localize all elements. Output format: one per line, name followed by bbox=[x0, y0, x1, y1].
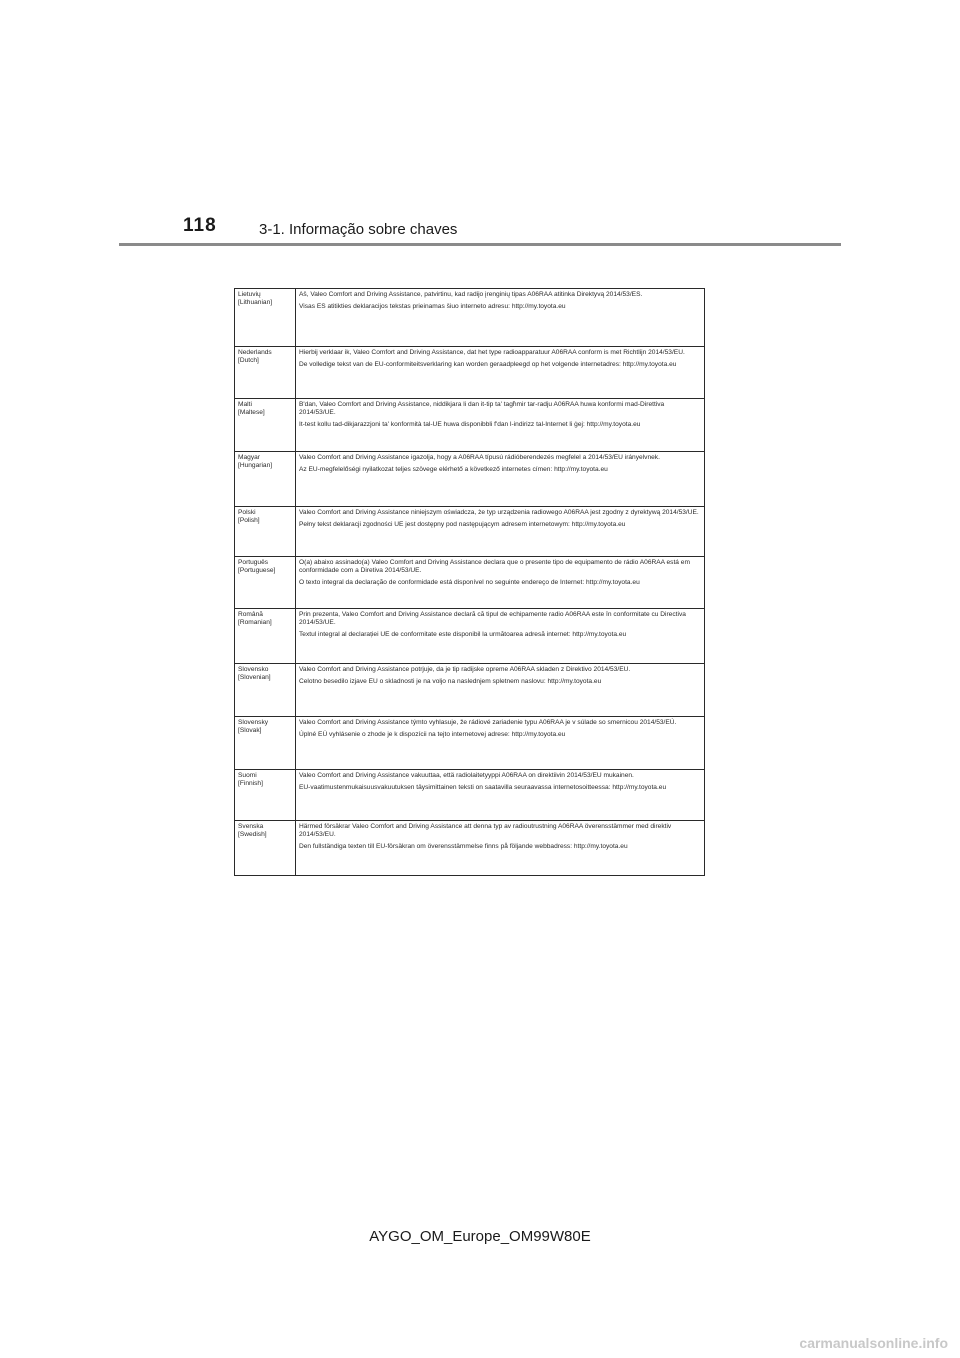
language-cell bbox=[235, 399, 296, 452]
table-row bbox=[235, 770, 705, 821]
declaration-link-text: Celotno besedilo izjave EU o skladnosti je na voljo na naslednjem spletnem naslovu: http://my.toyota.eu bbox=[299, 678, 602, 686]
declaration-statement: Aš, Valeo Comfort and Driving Assistance, patvirtinu, kad radijo įrenginių tipas A06RAA atitinka Direktyvą 2014/53/ES. bbox=[299, 291, 643, 298]
table-row bbox=[235, 557, 705, 609]
declaration-cell bbox=[296, 717, 705, 770]
language-name: Malti bbox=[238, 401, 252, 408]
declaration-statement: B'dan, Valeo Comfort and Driving Assistance, niddikjara li dan it-tip ta' tagħmir tar-radju A06RAA huwa konformi mad-Direttiva 2014/53/UE. bbox=[299, 401, 665, 417]
declaration-link-text: It-test kollu tad-dikjarazzjoni ta' konformità tal-UE huwa disponibbli f'dan l-indirizz tal-Internet li ġej: http://my.toyota.eu bbox=[299, 421, 641, 429]
table-row bbox=[235, 347, 705, 399]
language-english-name: [Hungarian] bbox=[238, 462, 273, 470]
language-english-name: [Portuguese] bbox=[238, 567, 276, 575]
declaration-cell bbox=[296, 821, 705, 876]
language-name: Lietuvių bbox=[238, 291, 261, 298]
declaration-table bbox=[234, 288, 705, 876]
language-name: Slovensko bbox=[238, 666, 269, 673]
language-cell bbox=[235, 609, 296, 664]
language-cell bbox=[235, 289, 296, 347]
language-english-name: [Swedish] bbox=[238, 831, 267, 839]
declaration-link-text: De volledige tekst van de EU-conformiteitsverklaring kan worden geraadpleegd op het volgende internetadres: http://my.toyota.eu bbox=[299, 361, 677, 369]
table-row bbox=[235, 609, 705, 664]
declaration-statement: Valeo Comfort and Driving Assistance igazolja, hogy a A06RAA típusú rádióberendezés megfelel a 2014/53/EU irányelvnek. bbox=[299, 454, 660, 461]
declaration-statement: Valeo Comfort and Driving Assistance niniejszym oświadcza, że typ urządzenia radiowego A06RAA jest zgodny z dyrektywą 2014/53/UE. bbox=[299, 509, 699, 516]
language-english-name: [Polish] bbox=[238, 517, 260, 525]
declaration-cell bbox=[296, 507, 705, 557]
document-code: AYGO_OM_Europe_OM99W80E bbox=[369, 1228, 591, 1245]
declaration-statement: Härmed försäkrar Valeo Comfort and Driving Assistance att denna typ av radioutrustning A06RAA överensstämmer med direktiv 2014/53/EU. bbox=[299, 823, 672, 839]
language-cell bbox=[235, 717, 296, 770]
language-name: Polski bbox=[238, 509, 256, 516]
declaration-cell bbox=[296, 347, 705, 399]
declaration-link-text: Den fullständiga texten till EU-försäkran om överensstämmelse finns på följande webbadress: http://my.toyota.eu bbox=[299, 843, 628, 851]
language-english-name: [Maltese] bbox=[238, 409, 265, 417]
language-english-name: [Romanian] bbox=[238, 619, 272, 627]
language-cell bbox=[235, 770, 296, 821]
table-row bbox=[235, 664, 705, 717]
table-row bbox=[235, 717, 705, 770]
language-name: Nederlands bbox=[238, 349, 272, 356]
declaration-cell bbox=[296, 770, 705, 821]
declaration-cell bbox=[296, 557, 705, 609]
declaration-link-text: EU-vaatimustenmukaisuusvakuutuksen täysimittainen teksti on saatavilla seuraavassa internetosoitteessa: http://my.toyota.eu bbox=[299, 784, 667, 792]
language-cell bbox=[235, 557, 296, 609]
language-cell bbox=[235, 664, 296, 717]
declaration-link-text: Pełny tekst deklaracji zgodności UE jest dostępny pod następującym adresem internetowym: http://my.toyota.eu bbox=[299, 521, 626, 529]
declaration-statement: O(a) abaixo assinado(a) Valeo Comfort and Driving Assistance declara que o presente tipo de equipamento de rádio A06RAA está em conformidade com a Diretiva 2014/53/UE. bbox=[299, 559, 690, 575]
declaration-statement: Prin prezenta, Valeo Comfort and Driving Assistance declară că tipul de echipamente radio A06RAA este în conformitate cu Directiva 2014/53/UE. bbox=[299, 611, 686, 627]
declaration-statement: Valeo Comfort and Driving Assistance týmto vyhlasuje, že rádiové zariadenie typu A06RAA je v súlade so smernicou 2014/53/EÚ. bbox=[299, 719, 677, 726]
language-name: Română bbox=[238, 611, 263, 618]
declaration-link-text: Az EU-megfelelőségi nyilatkozat teljes szövege elérhető a következő internetes címen: http://my.toyota.eu bbox=[299, 466, 608, 474]
table-row bbox=[235, 399, 705, 452]
declaration-cell bbox=[296, 399, 705, 452]
language-cell bbox=[235, 347, 296, 399]
table-row bbox=[235, 289, 705, 347]
language-cell bbox=[235, 507, 296, 557]
site-watermark: carmanualsonline.info bbox=[799, 1335, 948, 1351]
declaration-link-text: Textul integral al declarației UE de conformitate este disponibil la următoarea adresă internet: http://my.toyota.eu bbox=[299, 631, 627, 639]
declaration-cell bbox=[296, 289, 705, 347]
language-name: Suomi bbox=[238, 772, 257, 779]
language-english-name: [Finnish] bbox=[238, 780, 263, 788]
declaration-statement: Valeo Comfort and Driving Assistance vakuuttaa, että radiolaitetyyppi A06RAA on direktiivin 2014/53/EU mukainen. bbox=[299, 772, 634, 779]
language-name: Magyar bbox=[238, 454, 260, 461]
section-title: 3-1. Informação sobre chaves bbox=[259, 221, 458, 238]
language-english-name: [Slovak] bbox=[238, 727, 262, 735]
page-number: 118 bbox=[183, 215, 217, 236]
language-name: Svenska bbox=[238, 823, 264, 830]
declaration-link-text: Visas ES atitikties deklaracijos tekstas prieinamas šiuo interneto adresu: http://my.toyota.eu bbox=[299, 303, 566, 311]
declaration-cell bbox=[296, 609, 705, 664]
language-name: Português bbox=[238, 559, 269, 566]
declaration-cell bbox=[296, 452, 705, 507]
table-row bbox=[235, 821, 705, 876]
language-cell bbox=[235, 821, 296, 876]
declaration-cell bbox=[296, 664, 705, 717]
language-english-name: [Dutch] bbox=[238, 357, 259, 365]
table-row bbox=[235, 452, 705, 507]
language-name: Slovensky bbox=[238, 719, 269, 726]
language-english-name: [Lithuanian] bbox=[238, 299, 273, 307]
declaration-statement: Hierbij verklaar ik, Valeo Comfort and Driving Assistance, dat het type radioapparatuur A06RAA conform is met Richtlijn 2014/53/EU. bbox=[299, 349, 685, 356]
language-cell bbox=[235, 452, 296, 507]
table-row bbox=[235, 507, 705, 557]
declaration-link-text: O texto integral da declaração de conformidade está disponível no seguinte endereço de Internet: http://my.toyota.eu bbox=[299, 579, 640, 587]
declaration-statement: Valeo Comfort and Driving Assistance potrjuje, da je tip radijske opreme A06RAA skladen z Direktivo 2014/53/EU. bbox=[299, 666, 631, 673]
language-english-name: [Slovenian] bbox=[238, 674, 271, 682]
declaration-link-text: Úplné EÚ vyhlásenie o zhode je k dispozícii na tejto internetovej adrese: http://my.toyota.eu bbox=[299, 731, 566, 739]
header-divider bbox=[119, 243, 841, 246]
